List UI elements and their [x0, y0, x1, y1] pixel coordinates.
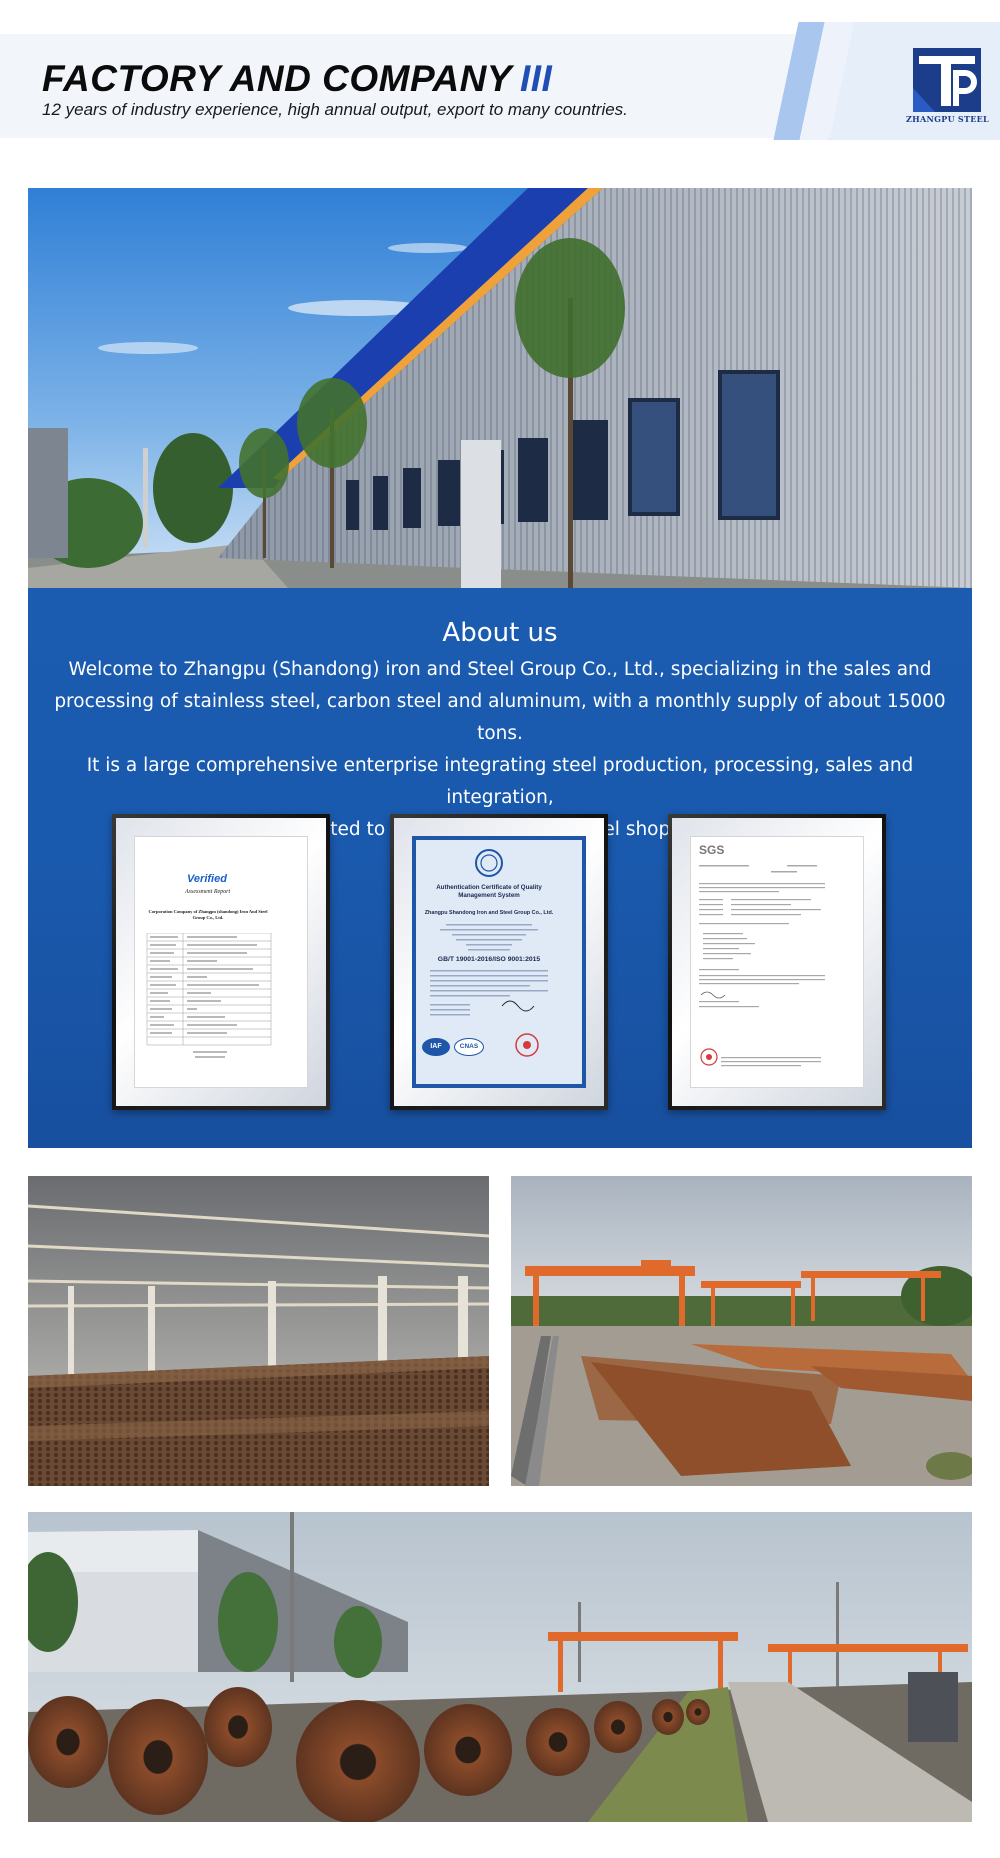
verified-company: Corporation Company of Zhangpu (shandong) Iron And Steel Group Co., Ltd. — [148, 909, 268, 920]
about-line: processing of stainless steel, carbon steel and aluminum, with a monthly supply of about 15000 tons. — [54, 691, 946, 744]
qms-heading: Authentication Certificate of Quality Management System — [436, 884, 542, 899]
page-header — [0, 0, 1000, 140]
page-title-accent: III — [520, 58, 553, 99]
certificate-mat — [116, 818, 326, 1106]
certificate-paper — [412, 836, 586, 1088]
certificate-mat — [394, 818, 604, 1106]
page-title-text: FACTORY AND COMPANY — [42, 58, 512, 99]
certificate-sgs-report — [668, 814, 886, 1110]
qms-mark-iaf-label: IAF — [430, 1043, 442, 1050]
verified-brand: Verified — [187, 873, 227, 885]
verified-table — [143, 933, 293, 1083]
certificate-mat — [672, 818, 882, 1106]
qms-seal-icon — [514, 1032, 540, 1058]
about-line: Welcome to Zhangpu (Shandong) iron and Steel Group Co., Ltd., specializing in the sales and — [68, 659, 932, 680]
logo-wordmark: ZHANGPU STEEL — [906, 114, 989, 124]
about-us-section — [28, 588, 972, 1148]
steel-pipe-warehouse-photo — [28, 1176, 489, 1486]
steel-coil-yard-photo — [28, 1512, 972, 1822]
verified-heading: Assessment Report — [185, 889, 231, 895]
steel-plate-yard-photo — [511, 1176, 972, 1486]
sgs-body-lines — [691, 861, 837, 1088]
certificate-verified-report — [112, 814, 330, 1110]
factory-building-photo — [28, 188, 972, 588]
qms-mark-iaf — [422, 1038, 450, 1056]
qms-mark-cnas — [454, 1038, 484, 1056]
about-line: to — [366, 819, 386, 840]
sgs-brand: SGS — [699, 843, 725, 857]
certificate-paper — [134, 836, 308, 1088]
page-title — [42, 58, 552, 100]
about-title: About us — [442, 618, 558, 648]
certificate-quality-management — [390, 814, 608, 1110]
certificate-paper — [690, 836, 864, 1088]
qms-standard: GB/T 19001-2016/ISO 9001:2015 — [437, 956, 541, 963]
qms-emblem-icon — [474, 848, 504, 878]
page-subtitle: 12 years of industry experience, high annual output, export to many countries. — [42, 100, 628, 119]
qms-company: Zhangpu Shandong Iron and Steel Group Co., Ltd. — [424, 910, 554, 916]
about-line: It is a large comprehensive enterprise integrating steel production, processing, sales and integration, — [86, 755, 914, 808]
qms-mark-cnas-label: CNAS — [459, 1043, 479, 1050]
qms-detail-lines — [416, 968, 562, 1028]
